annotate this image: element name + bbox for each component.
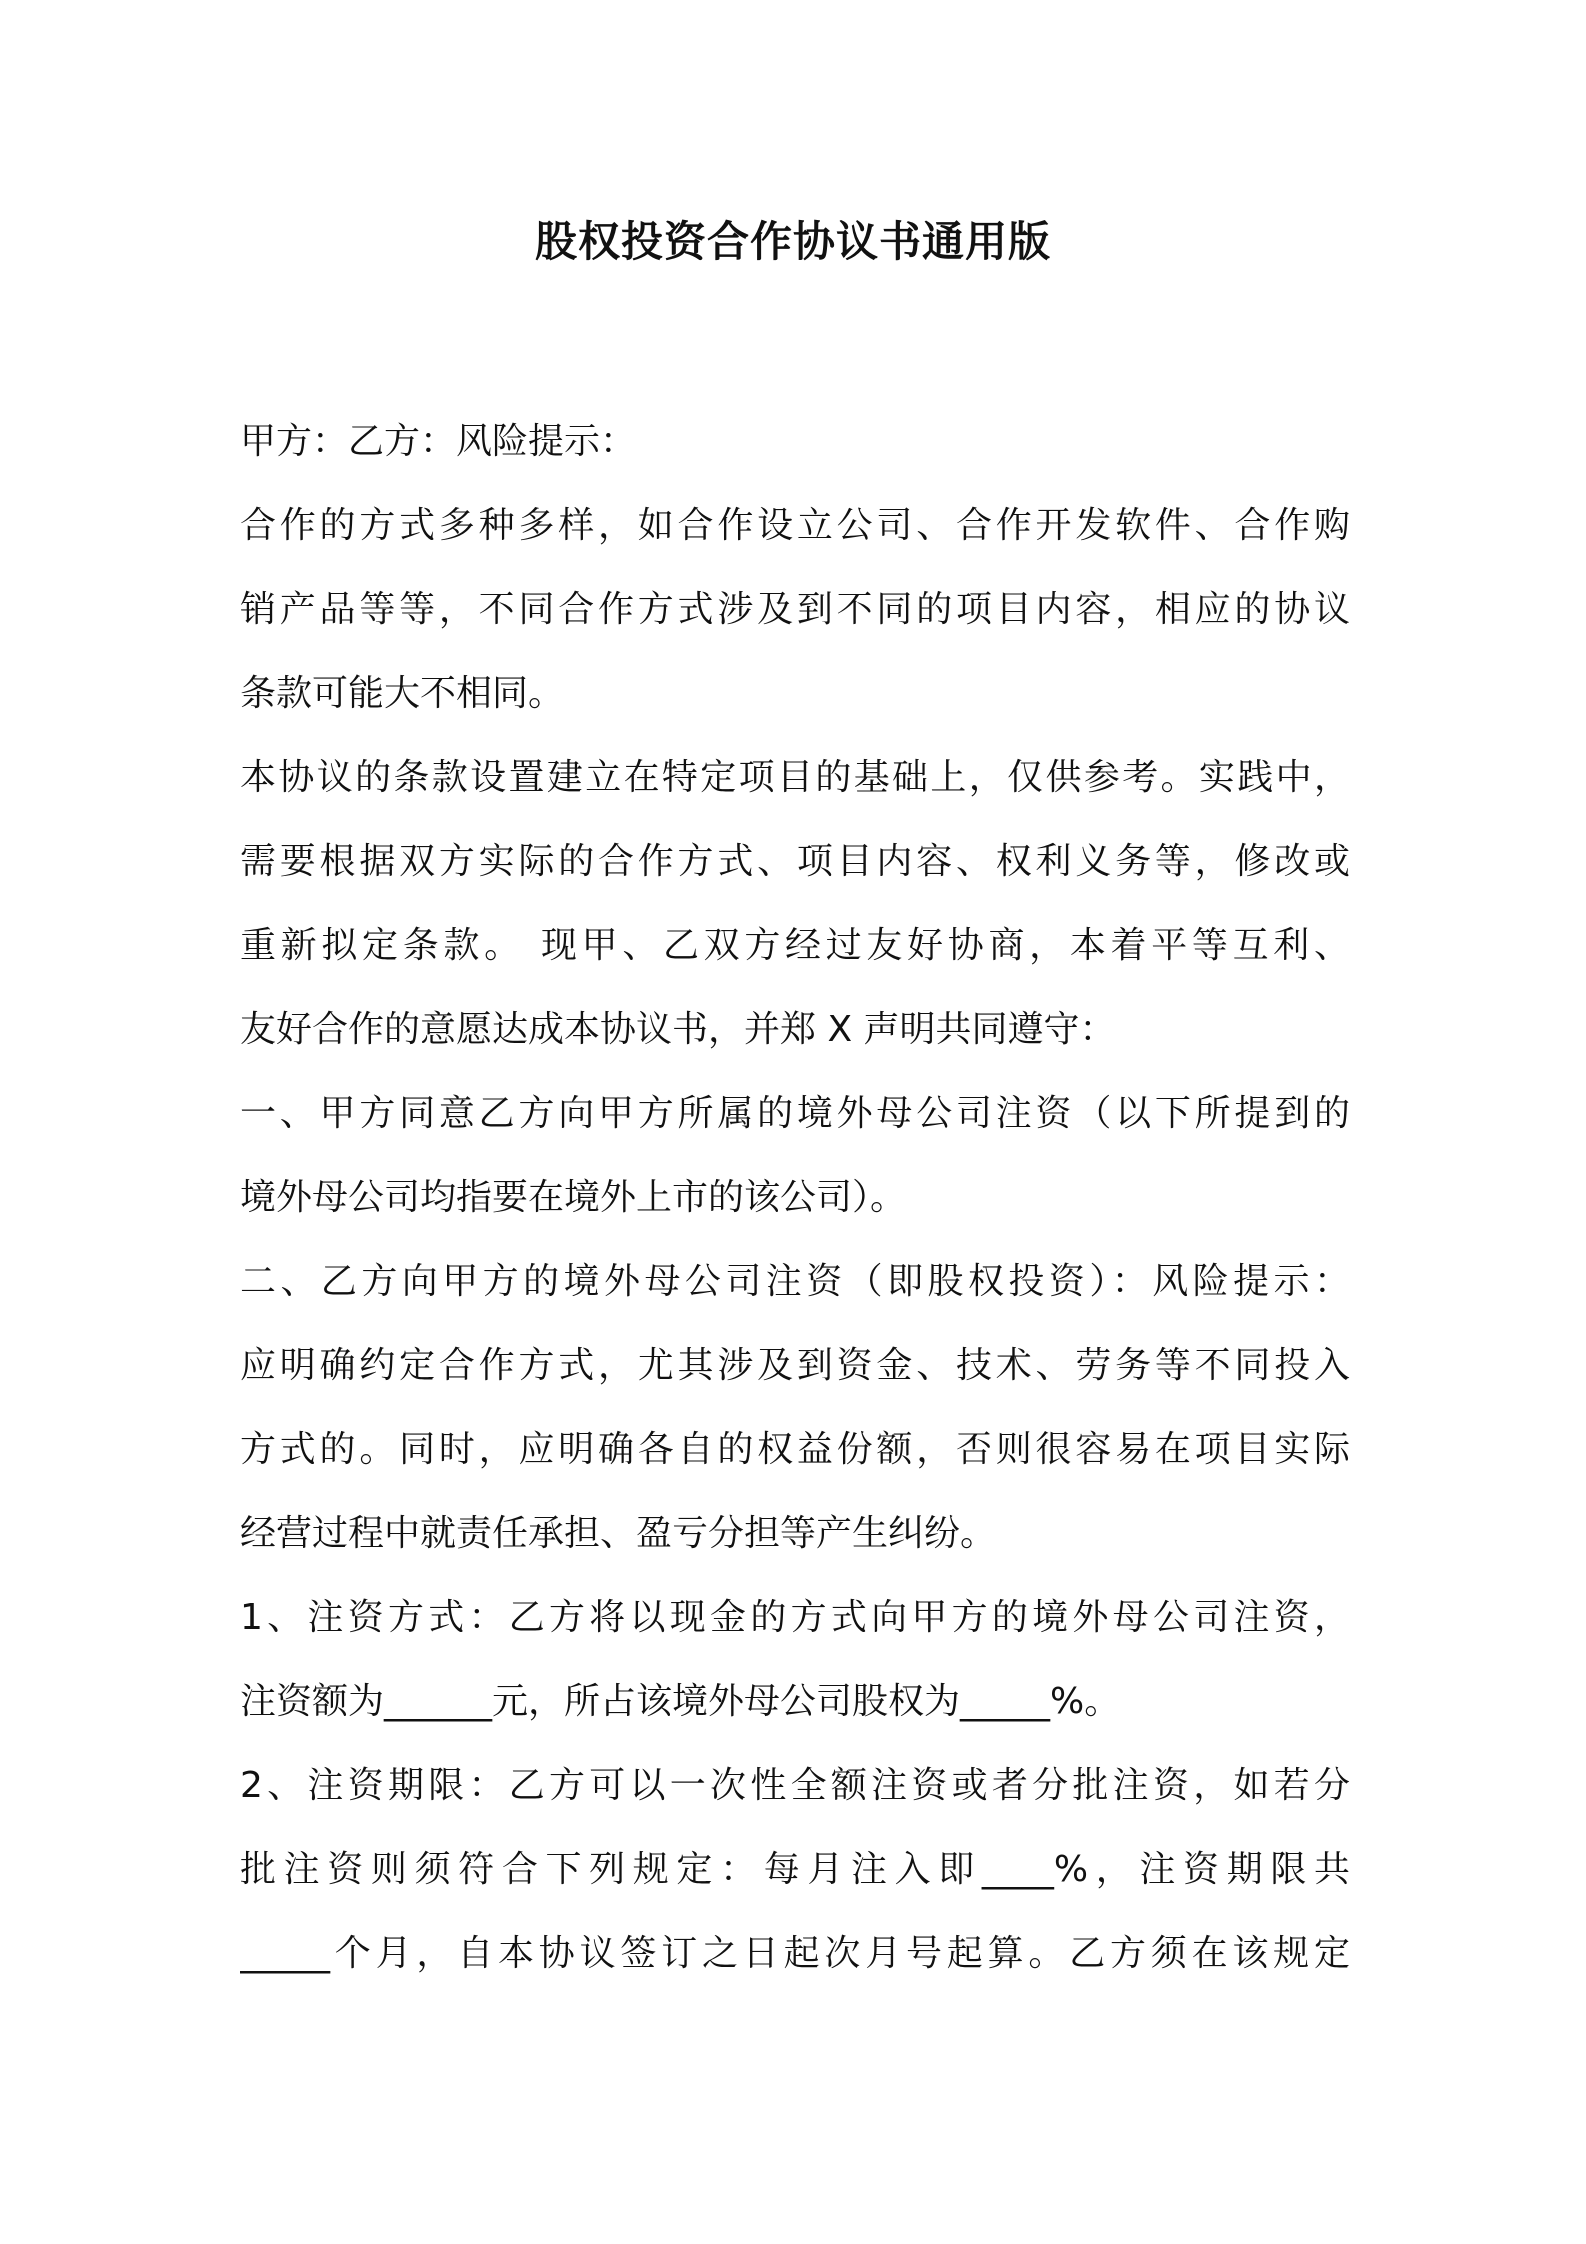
paragraph-line: 批注资则须符合下列规定：每月注入即____%，注资期限共 xyxy=(240,1849,1350,1890)
paragraph-line: 本协议的条款设置建立在特定项目的基础上，仅供参考。实践中， xyxy=(240,757,1350,798)
paragraph-line: 一、甲方同意乙方向甲方所属的境外母公司注资（以下所提到的 xyxy=(240,1093,1350,1134)
paragraph-line: 友好合作的意愿达成本协议书，并郑 X 声明共同遵守： xyxy=(240,1009,1116,1050)
paragraph-line: 应明确约定合作方式，尤其涉及到资金、技术、劳务等不同投入 xyxy=(240,1345,1350,1386)
document-body xyxy=(240,400,1350,1996)
paragraph-line: _____个月，自本协议签订之日起次月号起算。乙方须在该规定 xyxy=(240,1933,1350,1974)
paragraph-line: 经营过程中就责任承担、盈亏分担等产生纠纷。 xyxy=(240,1513,997,1554)
paragraph-line: 合作的方式多种多样，如合作设立公司、合作开发软件、合作购 xyxy=(240,505,1350,546)
paragraph-line: 二、乙方向甲方的境外母公司注资（即股权投资）：风险提示： xyxy=(240,1261,1350,1302)
paragraph-line: 需要根据双方实际的合作方式、项目内容、权利义务等，修改或 xyxy=(240,841,1350,882)
paragraph-line: 条款可能大不相同。 xyxy=(240,673,565,714)
paragraph-line: 1、注资方式：乙方将以现金的方式向甲方的境外母公司注资， xyxy=(240,1597,1350,1638)
document-title: 股权投资合作协议书通用版 xyxy=(534,217,1051,266)
paragraph-line: 甲方：乙方：风险提示： xyxy=(240,421,637,462)
paragraph-line: 重新拟定条款。 现甲、乙双方经过友好协商，本着平等互利、 xyxy=(240,925,1350,966)
paragraph-line: 境外母公司均指要在境外上市的该公司）。 xyxy=(240,1177,907,1218)
paragraph-line: 销产品等等，不同合作方式涉及到不同的项目内容，相应的协议 xyxy=(240,589,1350,630)
paragraph-line: 方式的。同时，应明确各自的权益份额，否则很容易在项目实际 xyxy=(240,1429,1350,1470)
paragraph-line: 2、注资期限：乙方可以一次性全额注资或者分批注资，如若分 xyxy=(240,1765,1350,1806)
paragraph-line: 注资额为______元，所占该境外母公司股权为_____%。 xyxy=(240,1681,1121,1722)
